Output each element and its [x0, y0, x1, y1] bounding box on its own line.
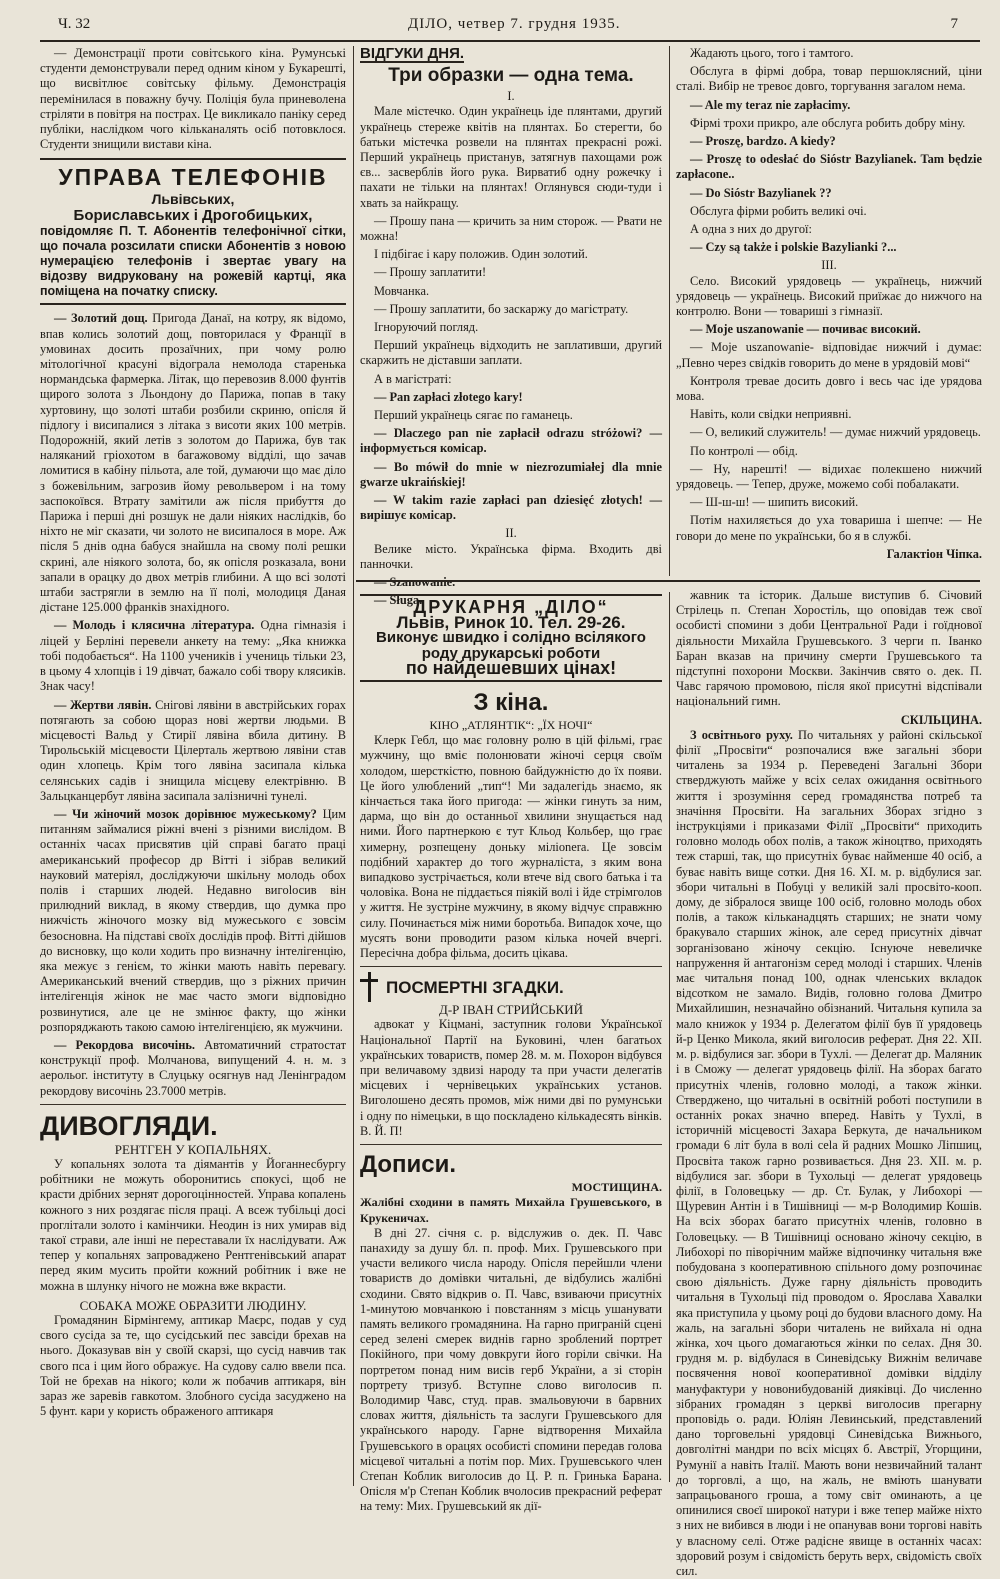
item-body: Цим питанням займалися ріжні вчені з різними вислідом. В останніх часах присвятив цій справі багато праці американський професор др Вітті і зібрав великий науковий матеріял, досліджуючи шкільну молодь обох полів і старших людей. Недавно вигolосив він прилюдний виклад, в якому ствердив, що думка про нижчість жіночого мозку від мужеського є зовсім безосновна. На підставі своїх дослідів проф. Вітті дійшов до висновку, що коли ходить про визначну інтелігенцію, яка межує з генієм, то жінки мають навіть перевагу. Американський вчений ствердив, що з ріжних причин інтелігенція жінок не має часто змоги відповідно розвинутися, але це не змінює факту, що жінки розпоряджають такою самою інтелігенцією, як мужчини.: [40, 806, 346, 1034]
column-divider: [669, 592, 670, 1482]
paragraph: А в магістраті:: [374, 371, 452, 386]
paragraph: Потім нахиляється до уха товариша і шепче: — Не говори до мене по українськи, бо я в службі.: [676, 513, 982, 543]
paragraph: Обслуга в фірмі добра, товар першоклясний, ціни сталі. Вибір не тревоє довго, торгування загалом нема.: [676, 64, 982, 94]
paragraph: Жадають цього, того і тамтого.: [690, 46, 854, 60]
ad-footer: по найдешевших цінах!: [405, 657, 617, 678]
paragraph: — Moje uszanowanie- відповідає нижчий і думає: „Певно через свідків говорить до мене в урядовій мові“: [676, 340, 982, 370]
print-shop-ad: [360, 594, 662, 682]
item-title: — Молодь і клясична література.: [54, 618, 255, 633]
divider: [356, 580, 980, 582]
paragraph: — Moje uszanowanie — почиває високий.: [690, 322, 921, 337]
paragraph: — Szanowanie.: [374, 575, 456, 590]
paragraph: — Ну, нарешті! — відихає полекшено нижчий урядовець. — Тепер, друже, можемо собі побалакати.: [676, 461, 982, 492]
item-title: — Рекордова височінь.: [54, 1037, 195, 1052]
divider: [360, 966, 662, 967]
obituary-header: [360, 972, 662, 1002]
paragraph: Село. Високий урядовець — українець, нижчий урядовець — українець. Високий приїжає до нижчого на контролю. Вони — товариші з гімназії.: [676, 273, 982, 319]
divider: [40, 1104, 346, 1105]
article-title: Три образки — одна тема.: [388, 65, 634, 87]
paragraph: — Sługa.: [374, 593, 423, 608]
section-number: I.: [507, 89, 515, 104]
paragraph: Перший українець відходить не заплативши, другий скаржить не діставши заплати.: [360, 338, 662, 368]
subheading: РЕНТГЕН У КОПАЛЬНЯХ.: [114, 1141, 272, 1157]
paragraph: Ігноруючий погляд.: [374, 320, 479, 335]
column-3-bottom: [676, 588, 982, 1578]
obituary-name: Д-Р ІВАН СТРИЙСЬКИЙ: [438, 1002, 584, 1018]
item-title: З освітнього руху.: [690, 727, 793, 742]
item-title: — Жертви лявін.: [54, 697, 152, 712]
section-heading: ВІДГУКИ ДНЯ.: [360, 45, 465, 62]
paragraph: — Proszę to odesłać do Sióstr Bazylianek. Tam będzie zapłacone..: [676, 152, 982, 182]
item-body: Автоматичний стратостат конструкції проф. Молчанова, випущений 4. н. м. з аерольог. інституту в Слуцьку осягнув над Ленінградом рекордову височінь 23.7000 метрів.: [40, 1037, 346, 1098]
paragraph: — Dlaczego pan nie zapłacił odrazu stróżowi? — інформується комісар.: [360, 426, 662, 456]
masthead-line: ДІЛО, четвер 7. грудня 1935.: [408, 16, 621, 32]
paragraph: — Прошу заплатити!: [374, 265, 487, 280]
item-title: — Чи жіночий мозок доpівнює мужеському?: [54, 806, 317, 821]
paragraph: Обслуга фірми робить великі очі.: [690, 203, 867, 218]
section-number: III.: [821, 258, 837, 273]
paragraph: — Proszę, bardzo. A kiedy?: [690, 134, 836, 149]
paragraph: А одна з них до другої:: [690, 222, 812, 237]
telephone-notice: [40, 158, 346, 305]
signature: Галактіон Чіпка.: [886, 546, 982, 561]
paragraph: — W takim razie zapłaci pan dziesięć złotych! — вирішує комісар.: [360, 493, 662, 523]
notice-sub: Львівських,: [151, 191, 235, 208]
ad-title: ДРУКАРНЯ „ДІЛО“: [413, 597, 609, 617]
paragraph: Навіть, коли свідки неприявні.: [690, 407, 852, 422]
item-body: Клерк Гебл, що має головну ролю в цій фільмі, грає мужчину, що вміє полонювати жіночі серця своїм холодом, шерсткістю, повною байдужністю до їх появи. Це його улюблений „тип“! Ми задалегідь знаємо, як кінчається така його пригода: — жінки гинуть за ним, дарма, що він до останньої хвилини знущається над ними. Його партнеркою є тут Кльод Кольбер, що грає химерну, розпещену доньку мілionera. Це зовсім подібний характер до того журналіста, з яким вона випадково зустрічається, коли втече від свого батька і та чоловіка. Вона не піддається піякій волі і йде стрімголов у життя. Не зустріне мужчину, в якому відчує справжню силу. Починається між ними боротьба. Випадок хоче, що мусять вони проводити разом кілька ночей вчергі. Пересічна добра фільма, досить цікава.: [360, 733, 662, 961]
cross-icon: [360, 972, 378, 1002]
notice-sub: Бориславських і Дрогобицьких,: [73, 207, 313, 225]
paragraph: — Ale my teraz nie zapłacimy.: [690, 97, 851, 112]
paragraph: Контроля тревае досить довго і весь час іде урядова мова.: [676, 373, 982, 404]
paragraph: — Прошу пана — кричить за ним сторож. — Рвати не можна!: [360, 213, 662, 244]
item-title: Жалібні сходини в память Михайла Грушевського, в Крукеничах.: [360, 1195, 662, 1225]
column-3-top: [676, 46, 982, 576]
item-body: Пригода Данаї, на котру, як відомо, впав колись золотий дощ, повторилася у Франції в умовинах досить прозаїчних, при чому ролю мітологічної красуні відограла немолода стаpенька нормандська фармерка. Літак, що перевозив 8.000 фунтів щирого золота з Льондону до Парижа, попав в таку хуртовину, що золоті штаби розбили скриню, опісля й підлогу і висипалися з літака з висоти яких 100 метрів. Подорожній, який летів з золотом до Парижа, був так наляканий гріохотом в багажовому відділі, що зачав ломитися в кабіну пільота, але той, думаючи що має ділo з божевільним, загрозив йому револьвером і на тому заспокоївся. Втрату замітили аж після прибуття до Парижа і перші дні розшук не дали ніяких наслідків, бо ніхто не міг сказати, чи золото не висипалося в море. Аж після 5 днів одна бабуся знайшла на свому полі решки скрині, але ніякого золота, бо, як опісля розказала, вони запали в орацку до двох метрів глибини. А що всі золоті штаби застрягли в землю на її полі, молодиця Даная дістане 125.000 франків знахідного.: [40, 311, 346, 615]
column-divider: [353, 46, 354, 1486]
section-heading: ПОСМЕРТНІ ЗГАДКИ.: [386, 977, 564, 997]
item-body: Одна гімназія і ліцей у Берліні перевели анкету на тему: „Яка книжка тобі подобається“. На 1100 учеників і учениць тільки 23, в цьому 4 хлопців і 19 дівчат, бажало собі твору клясиків. Знак часу!: [40, 618, 346, 694]
divider: [360, 1144, 662, 1145]
notice-body: повідомляє П. Т. Абонентів телефонічної сітки, що почала розсилати списки Абонентів з новою нумерацією телефонів і звертає увагу на відозву видруковану на рожевій картці, яка поміщена на початку списку.: [40, 224, 346, 299]
paragraph: — Pan zapłaci złotego kary!: [374, 389, 523, 404]
item-body: жавник та історик. Дальше виступив б. Січовий Стрілець п. Степан Хоростіль, що оповідав теж свої особисті спомини з доби Центральної Ради і гоїднової діяльности Михайла Грушевського. З черги п. Іванко Баран вказав на причину смерти Грушевського та підступні похорони Москви. Закінчив свято о. дек. П. Чавс гарячою промовою, після якої присутні відспівали національний гимн.: [676, 588, 982, 709]
section-heading: З кіна.: [473, 689, 549, 717]
paragraph: — Прошу заплатити, бо заскаржу до магістрату.: [374, 301, 629, 316]
paragraph: Мовчанка.: [374, 283, 430, 298]
paragraph: Мале містечко. Один українець іде плянтами, другий українець стереже квітів на плянтах. Бо стерегти, бо батьки містечка розвели на плянтах прекрасні рожі. Перший українець пристанув, затягнув пахощами рож єв... засверблів його рука. Вирватиб одну рожечку і пахати не тільки на плянтах! Оглянувся сюди-туди і хвать за найкращу.: [360, 104, 662, 210]
paragraph: По контролі — обід.: [690, 443, 798, 458]
paragraph: — Ш-ш-ш! — шипить високий.: [690, 495, 859, 510]
item-body: Снігові лявіни в австрійських горах потягають за собою щораз нові жертви людьми. В місцевості Вальд у Стирії лявіна вбила дитину. В Тирольській місцевости Цілерталь жертвою лявіни став один хлопець. Крім того лявіна засипала кілька селянських садів і знищила місцеву електрівню. В Зальцканцербут лявіна засипала залізничні тунелі.: [40, 697, 346, 803]
item-body: У копальнях золота та діямантів у Йоганнесбургу робітники не можуть оборонитись спокусі, щоб не красти дрібних зернят дорогоцінностей. Управа копалень кожного з них роздягає після праці. А всеж тубільці досі проглітали золото і камінчики. Неодин із них умирав від такої страви, але інші не переставали їх наслідувати. Аж тепер у копальнях запроваджено Рентгенівський апарат перед яким мусить пройти кожний робітник і вже не можна в шлунку нічого не можна вже вкрасти.: [40, 1156, 346, 1293]
section-heading: ДИВОГЛЯДИ.: [40, 1110, 218, 1141]
ad-address: Львів, Ринок 10. Тел. 29-26.: [396, 613, 626, 633]
paragraph: — Do Sióstr Bazylianek ??: [690, 185, 832, 200]
paragraph: — О, великий служитель! — думає нижчий урядовець.: [690, 425, 981, 440]
page-number-left: Ч. 32: [58, 16, 91, 32]
item-body: В дні 27. січня с. р. відслужив о. дек. П. Чавс панахиду за душу бл. п. проф. Мих. Грушевського при участи великого числа народу. Опісля перейшли члени товариств до домівки читальні, де відбулись жалібні сходини. Свято відкрив о. П. Чавс, взиваючи присутніх 1-минутою мовчанкою і повстанням з місць ушанувати память великого громадянина. На гарно приграній сцені серед зелені смерек виднів гарно зроблений портрет Покійного, при чому довкруги його горіли свічки. На портретом понад ним висів герб України, а зі сторін портрету тризуб. Вступне слово виголосив п. Володимир Чавс, студ. прав. змальовуючи в барвних словах життя, діяльність та заслуги Грушевського для українського народу. Гарне відтворення Михайла Грушевського в орацях особисті спомини передав голова місцевої читальні а потім пор. Мих. Грушевського член Степан Коблик виголосив до Ц. Р. п. Гринька Барана. Опісля м'р Степан Коблик вчолосив прекрасний реферат на тему: Мих. Грушевський як дії-: [360, 1225, 662, 1514]
item-title: — Золотий дощ.: [54, 311, 148, 326]
page-number-right: 7: [950, 16, 958, 32]
column-divider: [669, 46, 670, 576]
place-heading: СКІЛЬЦИНА.: [900, 712, 982, 727]
page-header: [58, 16, 958, 38]
item-body: По читальнях у районі скільської філії „Просвіти“ розпочалися вже загальні збори читалень за 1934 р. Переведені Загальні Збори стверджують майже у всіх селах ожидання освітнього життя і зрозуміння серед громадянства потреб та значіння Просвіти. На загальних Зборах згідно з інструкціями і приказами Філії „Просвіти“ приходить головно молодь обох полів, а також жіноцтво, приходять теж старші, так, що присутніх буває найменше 40 осіб, а буває навіть вище сотки. Дня 16. ХІ. м. р. відбулися заг. збори читальні в Побуці у великій залі просвіто-кооп. дому, де зібралося звище 100 осіб, головно молодь обох полів, а також кільканадцять старших; не знати чому бракувало старших жінок, але серед присутніх дівчат зорганізовано жіночу секцію. Існуюче невеличке напруження й антагонізм серед молоді і старших. Членів має читальня понад 100, однак членських вкладок відсотком не замало. Видів, головно голова Дмитро Михайлишин, незначайно обізнаний. Читальня купила за мало книжок у 1934 р. Делегатом філії був її урядовець й-р Ценко Микола, який виголосив реферат. Дня 22. ХІІ. м. р. відбулися заг. збори в Тухлі. — Делегат др. Маляник і в Сможу — делегат урядовець філії. На зборах багато присутніх членів, головно молоді, а також жінки. Стверджено, що читальні в освітній роботі поступили в останніх роках значно вперед. Навіть у Тухлі, в історичній місцевості Захара Беркута, де начальником громади 6 літ була в волі сela й радних Мошко Ліпшиц, Просвіта також гарно розвивається. Дня 23. ХІІ. м. р. відбулися заг. збори в Тухольці — делегат урядовець філії, в Головецьку — др. Ст. Булак, у Либохорі — Щуревин Антін і в Тишівниці — м-р Володимир Кошів. На всіх зборах багато присутніх членів, головно в Головецьку. — В Тишівниці основано жіночу секцію, в Либохорі по піворічним майже відпочинку читальня вже побудована з кооперативною спільного дому розпочинає свою діяльність. Дуже гарну діяльність проводить читальня в Тухольці під проводом о. Ярослава Хавалки яка приступила у цьому році до будови власного дому. На жаль, на загальні збори читалень не вийхала ні одна жінка, хоч цього домагаються жінки по селах. Дня 30. грудня м. р. відбулася в Синевідську Вижнім величаве посвячення нової кооперативної домівки відділу мануфактури у новонибудованій дияківці. До численно зібраних громадян з церкві виголосив прегарну проповідь о. ради. Юліян Левинський, представлений дано торговельні урядовці Синевідська Вижнього, довголітні мандри по всіх місцях б. Австрії, Угорщини, Румунії а навіть Італії. Мають вони незвичайний талант до торговлі, а що, на жаль, не вміють шанувати запрацьованого гроша, а тому світ оминають, а це опинилися своєї широкої натури і вже тепер майже ніхто з них не вибився в люди і не опанував вони торгові навіть у власному селі. Отже радісне явище в останніх часах: здоровий розум і свідомість беруть верх, свідомість своїх сил.: [676, 727, 982, 1578]
paragraph: — Czy są także i polskie Bazylianki ?...: [690, 240, 897, 255]
subheading: СОБАКА МОЖЕ ОБРАЗИТИ ЛЮДИНУ.: [79, 1297, 307, 1313]
column-1: [40, 46, 346, 1486]
item-body: адвокат у Кіцмані, заступник голови Української Національної Партії на Буковині, член багатьох українських товариств, помер 28. м. м. Похорон відбувся при величавому здвизі народу та при участи делегатів місцевих і чернівецьких українських установ. Виголошено десять промов, між ними дві по румунськи і одну по німецьки, в що поскладено кількадесять вінків. В. Й. П!: [360, 1017, 662, 1138]
article-demo: — Демонстрації проти совітського кіна. Румунські студенти демонстрували перед одним кіном у Букарешті, що висвітлює совітську фільму. Демонстрація перемінилася в поважну бучу. Поліція була приневолена стріляти в повітря на пострах. Це викликало паніку серед публіки, наслідком чого кільканалять осіб потовклося. Студенти знищили вистави кіна.: [40, 46, 346, 152]
place-heading: МОСТИЩИНА.: [571, 1180, 662, 1195]
ad-body: Виконує швидко і солідно всілякого роду друкарські роботи: [376, 629, 646, 662]
section-heading: Дописи.: [360, 1151, 457, 1179]
paragraph: Велике місто. Українська фірма. Входить дві панночки.: [360, 541, 662, 571]
item-body: Громадянин Бірмінгему, аптикар Маєрс, подав у суд свого сусіда за те, що сусідський пес завсіди брехав на нього. Доказував він у своїй скарзі, що сусід навчив так свого пса і цим його ображує. На судову салю ввели пса. Той не брехав на нікого; коли ж побачив аптикаря, він зараз же заревів гавкотом. Злобного сусіда засуджено на 5 фунт. кари у користь ображеного аптикаря: [40, 1313, 346, 1419]
paragraph: — Bo mówił do mnie w niezrozumiałej dla mnie gwarze ukraińskiej!: [360, 459, 662, 489]
header-rule: [40, 40, 980, 42]
paragraph: Фірмі трохи прикро, але обслуга робить добру міну.: [690, 115, 966, 130]
section-number: II.: [505, 526, 517, 541]
column-2-bottom: [360, 588, 662, 1514]
paragraph: І підбігає і кару положив. Один золотий.: [374, 247, 588, 262]
notice-title: УПРАВА ТЕЛЕФОНІВ: [58, 164, 328, 191]
paragraph: Перший українець сягає по гаманець.: [374, 408, 573, 423]
subheading: КІНО „АТЛЯНТІК“: „ЇХ НОЧІ“: [429, 718, 593, 733]
